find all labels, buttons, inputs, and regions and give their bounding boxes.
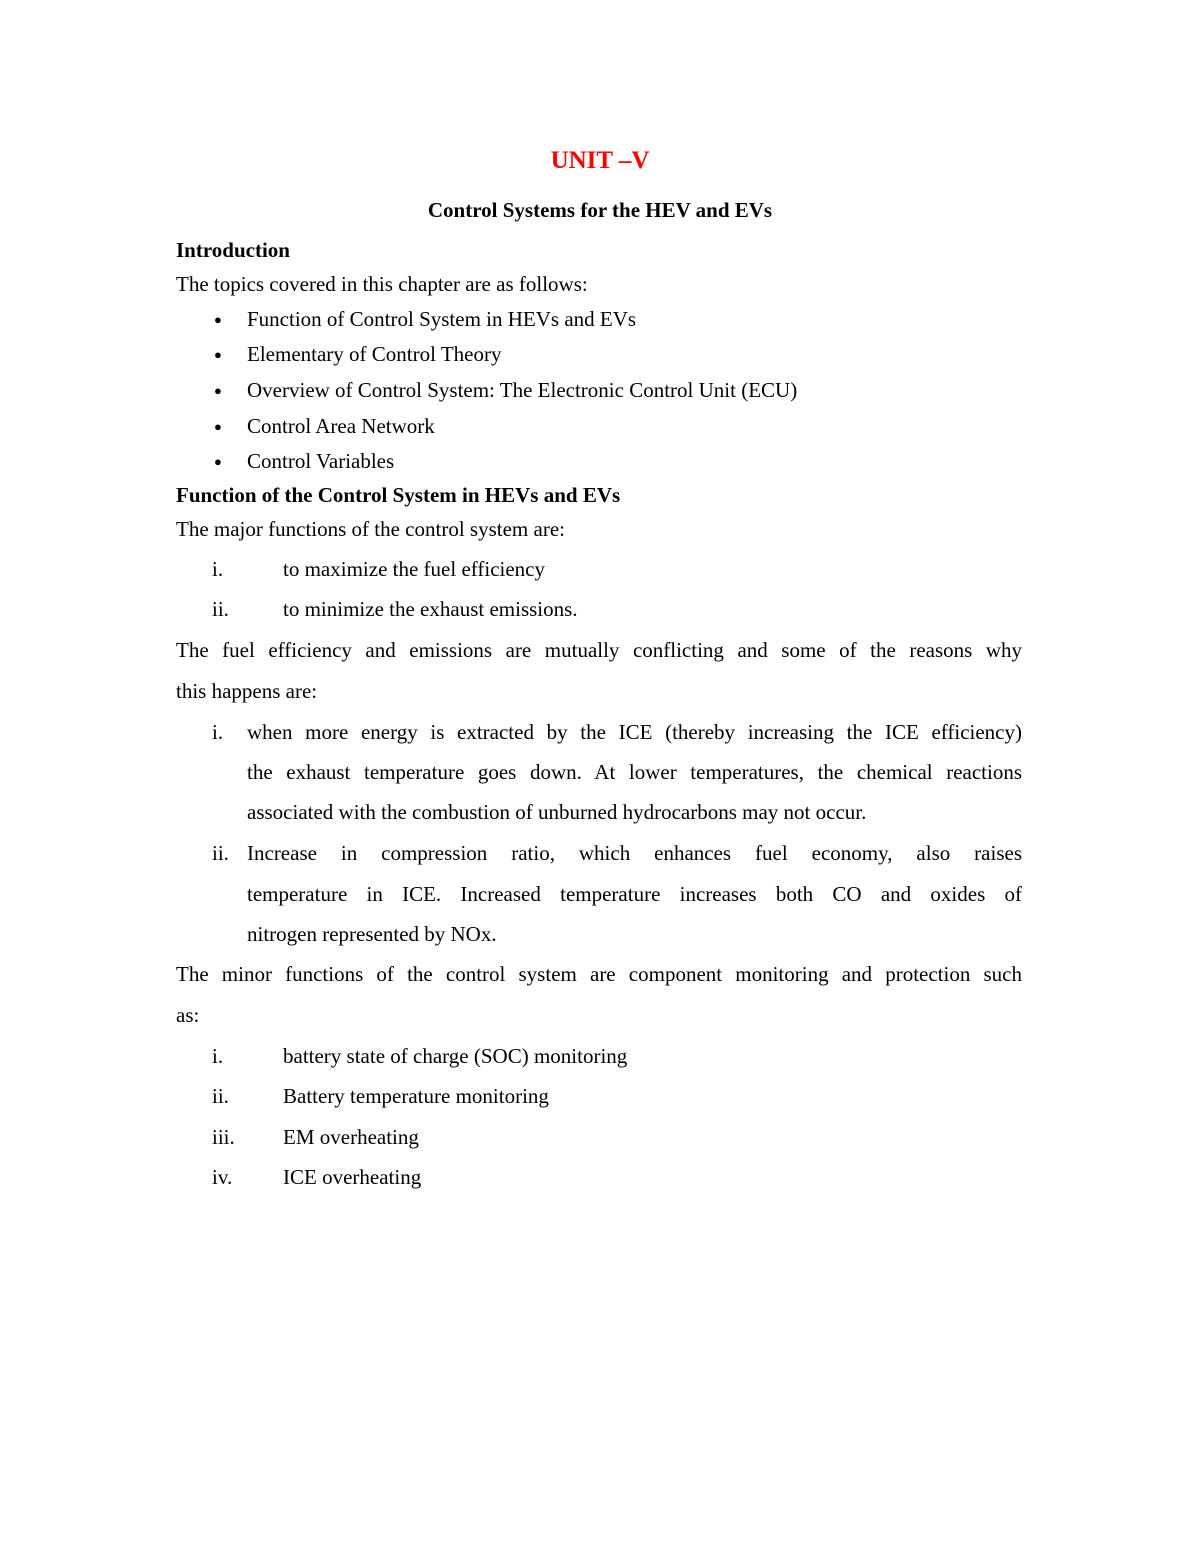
introduction-lead: The topics covered in this chapter are as follows: xyxy=(176,272,588,296)
list-number: i. xyxy=(212,720,224,744)
introduction-heading: Introduction xyxy=(176,238,290,262)
topic-item: Control Variables xyxy=(247,449,395,473)
minor-function-item: ICE overheating xyxy=(283,1165,422,1189)
topic-item: Function of Control System in HEVs and EVs xyxy=(247,307,637,331)
list-number: i. xyxy=(212,557,224,581)
bullet-icon: ● xyxy=(214,312,222,327)
bullet-icon: ● xyxy=(214,454,222,469)
list-number: i. xyxy=(212,1044,224,1068)
reason-line: nitrogen represented by NOx. xyxy=(247,922,497,946)
bullet-icon: ● xyxy=(214,419,222,434)
minor-paragraph-line: as: xyxy=(176,1003,200,1027)
list-number: ii. xyxy=(212,841,229,865)
minor-function-item: Battery temperature monitoring xyxy=(283,1084,549,1108)
list-number: iii. xyxy=(212,1125,235,1149)
major-function-item: to minimize the exhaust emissions. xyxy=(283,597,578,621)
conflict-paragraph-line: The fuel efficiency and emissions are mutually conflicting and some of the reasons why xyxy=(176,638,1022,662)
list-number: iv. xyxy=(212,1165,233,1189)
minor-function-item: battery state of charge (SOC) monitoring xyxy=(283,1044,628,1068)
chapter-title: Control Systems for the HEV and EVs xyxy=(427,198,773,222)
major-functions-lead: The major functions of the control system are: xyxy=(176,517,565,541)
bullet-icon: ● xyxy=(214,383,222,398)
topic-item: Elementary of Control Theory xyxy=(247,342,502,366)
minor-paragraph-line: The minor functions of the control system are component monitoring and protection such xyxy=(176,962,1022,986)
bullet-icon: ● xyxy=(214,347,222,362)
reason-line: temperature in ICE. Increased temperature increases both CO and oxides of xyxy=(247,882,1022,906)
major-function-item: to maximize the fuel efficiency xyxy=(283,557,545,581)
minor-function-item: EM overheating xyxy=(283,1125,419,1149)
function-heading: Function of the Control System in HEVs and EVs xyxy=(176,483,621,507)
list-number: ii. xyxy=(212,1084,229,1108)
reason-line: associated with the combustion of unburned hydrocarbons may not occur. xyxy=(247,800,867,824)
topic-item: Overview of Control System: The Electronic Control Unit (ECU) xyxy=(247,378,798,402)
conflict-paragraph-line: this happens are: xyxy=(176,679,318,703)
reason-line: when more energy is extracted by the ICE (thereby increasing the ICE efficiency) xyxy=(247,720,1022,744)
topic-item: Control Area Network xyxy=(247,414,435,438)
list-number: ii. xyxy=(212,597,229,621)
reason-line: Increase in compression ratio, which enhances fuel economy, also raises xyxy=(247,841,1022,865)
unit-title: UNIT –V xyxy=(550,147,650,174)
reason-line: the exhaust temperature goes down. At lower temperatures, the chemical reactions xyxy=(247,760,1022,784)
